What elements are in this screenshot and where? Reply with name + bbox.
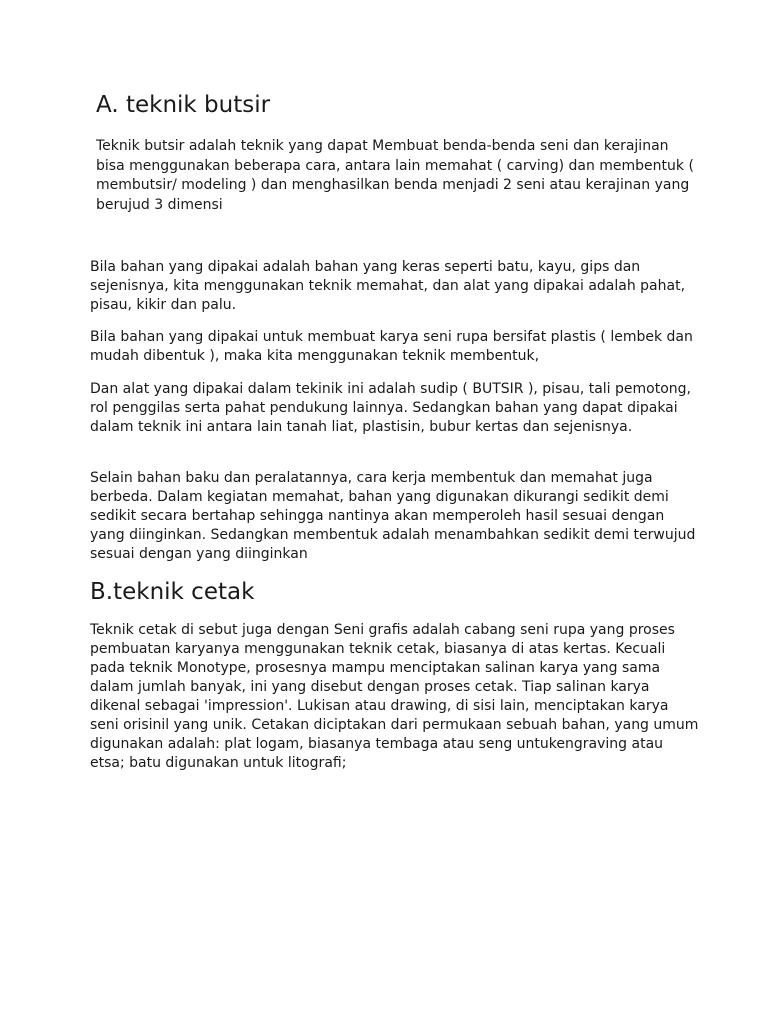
section-a-paragraph-2: Bila bahan yang dipakai untuk membuat karya seni rupa bersifat plastis ( lembek dan mudah dibentuk ), maka kita menggunakan teknik membentuk, bbox=[90, 329, 693, 364]
section-b-paragraph-1: Teknik cetak di sebut juga dengan Seni grafis adalah cabang seni rupa yang proses pembuatan karyanya menggunakan teknik cetak, biasanya di atas kertas. Kecuali pada teknik Monotype, prosesnya mampu menciptakan salinan karya yang sama dalam jumlah banyak, ini yang disebut dengan proses cetak. Tiap salinan karya dikenal sebagai 'impression'. Lukisan atau drawing, di sisi lain, menciptakan karya seni orisinil yang unik. Cetakan diciptakan dari permukaan sebuah bahan, yang umum digunakan adalah: plat logam, biasanya tembaga atau seng untukengraving atau etsa; batu digunakan untuk litografi; bbox=[90, 622, 699, 771]
section-a-paragraph-3: Dan alat yang dipakai dalam tekinik ini adalah sudip ( BUTSIR ), pisau, tali pemotong, rol penggilas serta pahat pendukung lainnya. Sedangkan bahan yang dapat dipakai dalam teknik ini antara lain tanah liat, plastisin, bubur kertas dan sejenisnya. bbox=[90, 381, 691, 435]
section-a-paragraph-4: Selain bahan baku dan peralatannya, cara kerja membentuk dan memahat juga berbeda. Dalam kegiatan memahat, bahan yang digunakan dikurangi sedikit demi sedikit secara bertahap sehingga nantinya akan memperoleh hasil sesuai dengan yang diinginkan. Sedangkan membentuk adalah menambahkan sedikit demi terwujud sesuai dengan yang diinginkan bbox=[90, 470, 696, 562]
section-b-heading: B.teknik cetak bbox=[90, 579, 255, 605]
section-a-heading: A. teknik butsir bbox=[96, 92, 271, 118]
section-a-paragraph-1: Bila bahan yang dipakai adalah bahan yang keras seperti batu, kayu, gips dan sejenisnya, kita menggunakan teknik memahat, dan alat yang dipakai adalah pahat, pisau, kikir dan palu. bbox=[90, 259, 686, 313]
section-a-intro: Teknik butsir adalah teknik yang dapat Membuat benda-benda seni dan kerajinan bisa menggunakan beberapa cara, antara lain memahat ( carving) dan membentuk ( membutsir/ modeling ) dan menghasilkan benda menjadi 2 seni atau kerajinan yang berujud 3 dimensi bbox=[96, 138, 694, 213]
